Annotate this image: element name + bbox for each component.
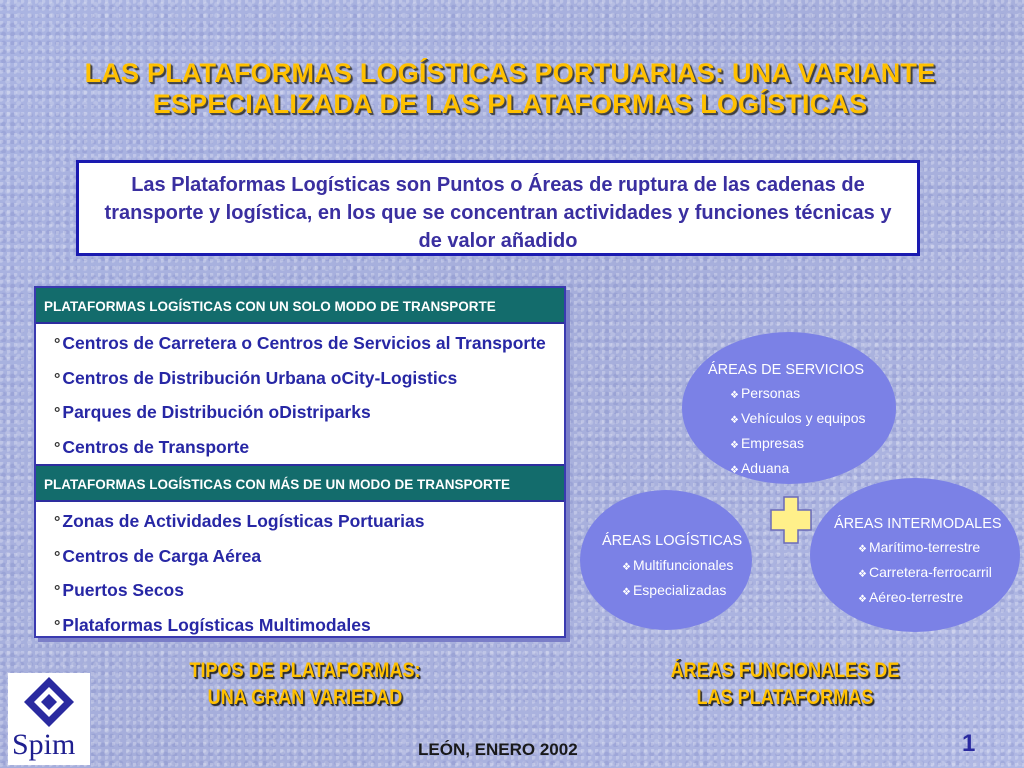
list-item: ° Plataformas Logísticas Multimodales — [54, 614, 371, 635]
logistics-areas-title: ÁREAS LOGÍSTICAS — [602, 533, 743, 549]
services-areas-title: ÁREAS DE SERVICIOS — [708, 362, 865, 378]
logistics-areas-ellipse — [580, 490, 752, 630]
services-areas-list — [730, 382, 866, 482]
list-item: ❖ Aéreo-terrestre — [858, 586, 992, 611]
intermodal-areas-title: ÁREAS INTERMODALES — [834, 516, 1002, 532]
list-item: ❖ Marítimo-terrestre — [858, 536, 992, 561]
list-item: ° Puertos Secos — [54, 580, 184, 600]
list-item: ❖ Personas — [730, 382, 866, 407]
single-mode-list — [36, 324, 564, 464]
list-item: ° Centros de Distribución Urbana oCity-Logistics — [54, 367, 458, 388]
platform-types-table — [34, 286, 566, 638]
list-item: ° Parques de Distribución oDistriparks — [54, 402, 371, 422]
services-areas-ellipse — [682, 332, 896, 484]
spim-logo — [8, 673, 90, 765]
list-item: ❖ Carretera-ferrocarril — [858, 561, 992, 586]
page-number: 1 — [962, 730, 976, 757]
functional-areas-caption: ÁREAS FUNCIONALES DE LAS PLATAFORMAS — [670, 659, 900, 709]
cross-icon — [770, 496, 812, 544]
multi-mode-list — [36, 502, 564, 642]
list-item: ° Centros de Carretera o Centros de Servicios al Transporte — [54, 333, 546, 353]
list-item: ❖ Empresas — [730, 432, 866, 457]
list-item: ❖ Vehículos y equipos — [730, 407, 866, 432]
single-mode-header: PLATAFORMAS LOGÍSTICAS CON UN SOLO MODO DE TRANSPORTE — [36, 288, 564, 324]
list-item: ❖ Especializadas — [622, 579, 733, 604]
list-item: ° Centros de Carga Aérea — [54, 545, 262, 566]
list-item: ❖ Aduana — [730, 457, 866, 482]
footer-date: LEÓN, ENERO 2002 — [418, 740, 578, 759]
logistics-areas-list — [622, 554, 733, 604]
slide-title: LAS PLATAFORMAS LOGÍSTICAS PORTUARIAS: UNA VARIANTE ESPECIALIZADA DE LAS PLATAFORMAS LOGÍSTICAS — [84, 58, 936, 119]
list-item: ° Zonas de Actividades Logísticas Portuarias — [54, 511, 425, 531]
diamond-logo-icon — [8, 675, 90, 735]
intermodal-areas-list — [858, 536, 992, 611]
multi-mode-header: PLATAFORMAS LOGÍSTICAS CON MÁS DE UN MODO DE TRANSPORTE — [36, 464, 564, 502]
intermodal-areas-ellipse — [810, 478, 1020, 632]
definition-box: Las Plataformas Logísticas son Puntos o Áreas de ruptura de las cadenas de transporte y logística, en los que se concentran actividades y funciones técnicas y de valor añadido — [76, 160, 920, 256]
types-caption: TIPOS DE PLATAFORMAS: UNA GRAN VARIEDAD — [189, 659, 421, 709]
logo-word: Spim — [12, 728, 76, 761]
list-item: ❖ Multifuncionales — [622, 554, 733, 579]
list-item: ° Centros de Transporte — [54, 436, 250, 457]
